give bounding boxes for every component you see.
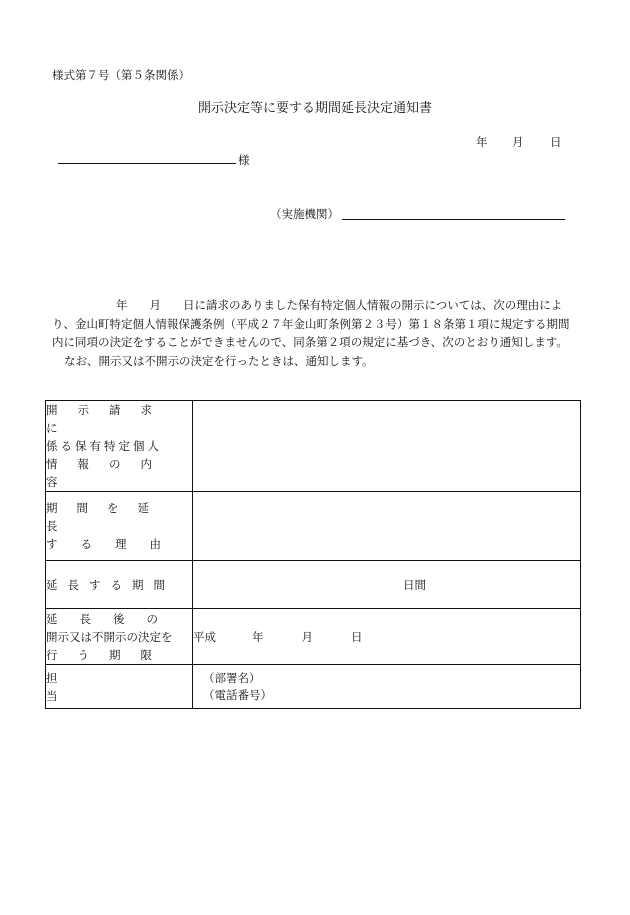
- notice-details-table: [45, 400, 581, 709]
- notice-body: [52, 296, 572, 370]
- addressee-blank-line[interactable]: [58, 163, 236, 164]
- label-line: [46, 437, 192, 455]
- decision-deadline-value[interactable]: [193, 609, 581, 665]
- label-line: [46, 455, 192, 491]
- department-name-field: （部署名）: [203, 670, 261, 685]
- phone-number-field: （電話番号）: [203, 687, 272, 702]
- label-line: [46, 576, 192, 594]
- label-line: [46, 669, 192, 705]
- extension-period-label: [46, 561, 193, 609]
- request-content-value[interactable]: [193, 401, 581, 492]
- deadline-month-unit: 月: [301, 629, 313, 644]
- label-text: 期間を延長: [46, 501, 168, 533]
- table-row: [46, 401, 581, 492]
- document-title: 開示決定等に要する期間延長決定通知書: [197, 101, 432, 116]
- deadline-era: 平成: [193, 629, 216, 644]
- label-text: 係る保有特定個人: [46, 439, 162, 453]
- label-text: 情報の内容: [46, 457, 172, 489]
- decision-deadline-label: [46, 609, 193, 665]
- label-line: [46, 628, 192, 646]
- label-line: [46, 499, 192, 535]
- label-text: する理由: [46, 537, 184, 551]
- label-line: [46, 401, 192, 437]
- label-text: 延長する期間: [46, 577, 175, 592]
- implementing-org-label: （実施機関）: [270, 207, 339, 221]
- paragraph-2-text: なお、開示又は不開示の決定を行ったときは、通知します。: [64, 353, 374, 368]
- form-number: 様式第７号（第５条関係）: [52, 68, 190, 82]
- label-text: 担当: [46, 670, 162, 703]
- table-row: [46, 561, 581, 609]
- notice-paragraph-2: [52, 352, 572, 371]
- table-row: [46, 492, 581, 561]
- label-line: [46, 646, 192, 664]
- table-row: [46, 665, 581, 709]
- implementing-org-blank-line[interactable]: [342, 219, 565, 220]
- issue-date: [476, 134, 562, 150]
- extension-reason-value[interactable]: [193, 492, 581, 561]
- body-day-label: 日: [183, 298, 195, 312]
- date-month-label: 月: [512, 135, 524, 149]
- label-text: 開示請求に: [46, 403, 172, 435]
- request-content-label: [46, 401, 193, 492]
- contact-person-value[interactable]: [193, 665, 581, 709]
- contact-person-label: [46, 665, 193, 709]
- body-month-label: 月: [149, 298, 161, 312]
- date-day-label: 日: [550, 135, 562, 149]
- extension-period-value[interactable]: [193, 561, 581, 609]
- table-row: [46, 609, 581, 665]
- extension-reason-label: [46, 492, 193, 561]
- deadline-day-unit: 日: [351, 629, 363, 644]
- period-days-unit: 日間: [403, 577, 426, 592]
- body-year-label: 年: [116, 298, 128, 312]
- label-line: [46, 535, 192, 553]
- date-year-label: 年: [476, 135, 488, 149]
- deadline-year-unit: 年: [252, 629, 264, 644]
- label-text: 延長後の: [46, 611, 180, 626]
- label-text: 行う期限: [46, 647, 172, 662]
- label-line: [46, 610, 192, 628]
- addressee-suffix: 様: [238, 153, 250, 167]
- paragraph-1-text: に請求のありました保有特定個人情報の開示については、次の理由により、金山町特定個人情報保護条例（平成２７年金山町条例第２３号）第１８条第１項に規定する期間内に同項の決定をすることができませんので、同条第２項の規定に基づき、次のとおり通知します。: [52, 298, 570, 349]
- label-text: 開示又は不開示の決定を: [46, 629, 173, 644]
- notice-paragraph-1: [52, 296, 572, 352]
